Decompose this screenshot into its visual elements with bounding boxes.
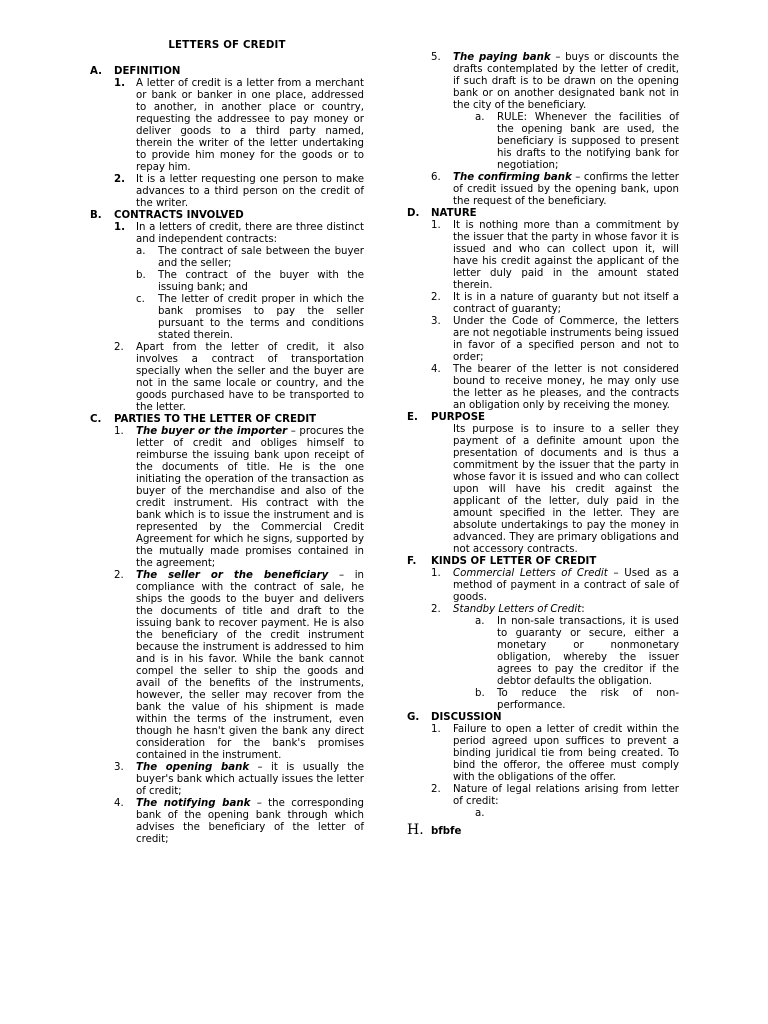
sub-item bbox=[453, 616, 679, 688]
section-paragraph: Its purpose is to insure to a seller they payment of a definite amount upon the presentation of documents and is thus a commitment by the issuer that the party in whose favor it is issued and who can collect upon will have his credit against the applicant of the letter, duly paid in the amount specified in the letter. They are absolute undertakings to pay the money in advanced. They are primary obligations and not accessory contracts. bbox=[453, 424, 679, 555]
item-text: It is a letter requesting one person to make advances to a third person on the credit of the writer. bbox=[136, 174, 364, 209]
section-heading bbox=[407, 712, 679, 724]
list-item bbox=[114, 342, 364, 414]
section-title: CONTRACTS INVOLVED bbox=[114, 210, 244, 221]
section-title: PARTIES TO THE LETTER OF CREDIT bbox=[114, 414, 317, 425]
item-number: 1. bbox=[114, 426, 124, 437]
sub-item bbox=[453, 688, 679, 712]
item-number: 2. bbox=[431, 604, 441, 615]
sub-text: In non-sale transactions, it is used to guaranty or secure, either a monetary or nonmonetary obligation, whereby the issuer agrees to pay the creditor if the debtor defaults the obligation. bbox=[497, 616, 679, 687]
section-letter: F. bbox=[407, 556, 417, 567]
sub-letter: b. bbox=[136, 270, 146, 281]
list-item bbox=[431, 724, 679, 784]
section-nature bbox=[407, 208, 679, 412]
item-text: – buys or discounts the drafts contemplated by the letter of credit, if such draft is to be drawn on the opening bank or on another designated bank not in the city of the beneficiary. bbox=[453, 52, 680, 111]
sub-item bbox=[453, 112, 679, 172]
item-number: 2. bbox=[431, 292, 441, 303]
list-item bbox=[431, 784, 679, 820]
list-item bbox=[114, 78, 364, 174]
item-number: 4. bbox=[114, 798, 124, 809]
section-kinds bbox=[407, 556, 679, 712]
section-letter: E. bbox=[407, 412, 418, 423]
item-number: 5. bbox=[431, 52, 441, 63]
item-term: The buyer or the importer bbox=[136, 426, 288, 437]
item-term: The opening bank bbox=[136, 762, 250, 773]
list-item bbox=[431, 292, 679, 316]
sub-letter: a. bbox=[475, 808, 485, 819]
item-term: The paying bank bbox=[453, 52, 551, 63]
sub-letter: b. bbox=[475, 688, 485, 699]
sub-item bbox=[136, 294, 364, 342]
section-discussion bbox=[407, 712, 679, 820]
section-title: KINDS OF LETTER OF CREDIT bbox=[431, 556, 597, 567]
section-letter: A. bbox=[90, 66, 102, 77]
section-heading bbox=[407, 208, 679, 220]
sub-text: The letter of credit proper in which the bank promises to pay the seller pursuant to the terms and conditions stated therein. bbox=[158, 294, 364, 341]
section-title: bfbfe bbox=[431, 826, 462, 837]
item-text: Under the Code of Commerce, the letters are not negotiable instruments being issued in favor of a specified person and not to order; bbox=[453, 316, 679, 363]
item-text: Failure to open a letter of credit within the period agreed upon suffices to prevent a binding juridical tie from being created. To bind the offeror, the offeree must comply with the obligations of the offer. bbox=[453, 724, 679, 783]
item-text: Apart from the letter of credit, it also involves a contract of transportation specially when the seller and the buyer are not in the same locale or country, and the goods purchased have to be transported to the letter. bbox=[136, 342, 364, 413]
item-text: The bearer of the letter is not considered bound to receive money, he may only use the letter as he pleases, and the contracts an obligation only by receiving the money. bbox=[453, 364, 679, 411]
item-text: – confirms the letter of credit issued by the opening bank, upon the request of the beneficiary. bbox=[453, 172, 679, 207]
section-heading bbox=[90, 66, 364, 78]
list-item bbox=[431, 172, 679, 208]
item-number: 2. bbox=[114, 342, 124, 353]
item-text: – it is usually the buyer's bank which actually issues the letter of credit; bbox=[136, 762, 364, 797]
item-term: The confirming bank bbox=[453, 172, 572, 183]
list-item bbox=[431, 220, 679, 292]
item-term: Commercial Letters of Credit bbox=[453, 568, 608, 579]
item-number: 1. bbox=[114, 78, 125, 89]
list-item bbox=[431, 364, 679, 412]
sub-letter: a. bbox=[136, 246, 146, 257]
item-text: It is nothing more than a commitment by the issuer that the party in whose favor it is issued and who can collect upon it, will have his credit against the applicant of the letter duly paid in the amount stated therein. bbox=[453, 220, 679, 291]
list-item bbox=[431, 568, 679, 604]
sub-text: To reduce the risk of non-performance. bbox=[497, 688, 679, 711]
list-item bbox=[114, 798, 364, 846]
sub-text: The contract of the buyer with the issuing bank; and bbox=[158, 270, 364, 293]
list-item bbox=[114, 762, 364, 798]
list-item bbox=[114, 174, 364, 210]
item-number: 1. bbox=[114, 222, 125, 233]
item-number: 4. bbox=[431, 364, 441, 375]
sub-text: The contract of sale between the buyer and the seller; bbox=[158, 246, 364, 269]
list-item bbox=[114, 426, 364, 570]
section-title: PURPOSE bbox=[431, 412, 486, 423]
sub-item bbox=[136, 246, 364, 270]
item-text: It is in a nature of guaranty but not itself a contract of guaranty; bbox=[453, 292, 679, 315]
item-number: 3. bbox=[431, 316, 441, 327]
item-term: The notifying bank bbox=[136, 798, 251, 809]
section-letter: C. bbox=[90, 414, 102, 425]
item-text: – Used as a method of payment in a contract of sale of goods. bbox=[453, 568, 680, 603]
item-number: 1. bbox=[431, 220, 441, 231]
section-letter: D. bbox=[407, 208, 420, 219]
item-number: 2. bbox=[431, 784, 441, 795]
left-column bbox=[90, 40, 364, 846]
list-item bbox=[431, 316, 679, 364]
section-heading bbox=[407, 556, 679, 568]
section-parties bbox=[90, 414, 364, 846]
item-text: A letter of credit is a letter from a merchant or bank or banker in one place, addressed to another, in another place or country, requesting the addressee to pay money or deliver goods to a third party named, therein the writer of the letter undertaking to provide him money for the goods or to repay him. bbox=[136, 78, 364, 173]
list-item bbox=[114, 222, 364, 342]
section-letter: H. bbox=[407, 822, 424, 838]
item-number: 2. bbox=[114, 174, 125, 185]
list-item bbox=[114, 570, 364, 762]
sub-letter: a. bbox=[475, 616, 485, 627]
item-term: The seller or the beneficiary bbox=[136, 570, 329, 581]
sub-item bbox=[136, 270, 364, 294]
item-text: – procures the letter of credit and obliges himself to reimburse the issuing bank upon receipt of the documents of title. He is the one initiating the operation of the transaction as buyer of the merchandise and also of the credit instrument. His contract with the bank which is to issue the instrument and is represented by the Commercial Credit Agreement for which he signs, supported by the mutually made promises contained in the agreement; bbox=[136, 426, 365, 569]
right-column bbox=[407, 52, 679, 838]
item-text: – the corresponding bank of the opening bank through which advises the beneficiary of the letter of credit; bbox=[136, 798, 364, 845]
item-text: In a letters of credit, there are three distinct and independent contracts: bbox=[136, 222, 364, 245]
item-text: Nature of legal relations arising from letter of credit: bbox=[453, 784, 679, 807]
section-title: DEFINITION bbox=[114, 66, 181, 77]
item-number: 1. bbox=[431, 568, 441, 579]
document-title: LETTERS OF CREDIT bbox=[168, 40, 286, 51]
sub-text: RULE: Whenever the facilities of the opening bank are used, the beneficiary is supposed to present his drafts to the notifying bank for negotiation; bbox=[497, 112, 679, 171]
sub-letter: a. bbox=[475, 112, 485, 123]
section-letter: G. bbox=[407, 712, 420, 723]
section-title: DISCUSSION bbox=[431, 712, 502, 723]
sub-letter: c. bbox=[136, 294, 145, 305]
sub-item bbox=[453, 808, 679, 820]
section-purpose bbox=[407, 412, 679, 556]
item-text: : bbox=[581, 604, 585, 615]
section-letter: B. bbox=[90, 210, 102, 221]
section-definition bbox=[90, 66, 364, 210]
list-item bbox=[431, 52, 679, 172]
section-heading bbox=[407, 412, 679, 424]
item-number: 1. bbox=[431, 724, 441, 735]
section-heading bbox=[90, 414, 364, 426]
item-number: 3. bbox=[114, 762, 124, 773]
section-contracts-involved bbox=[90, 210, 364, 414]
item-text: – in compliance with the contract of sale, he ships the goods to the buyer and delivers the documents of title and draft to the issuing bank to recover payment. He is also the beneficiary of the credit instrument because the instrument is addressed to him and is in his favor. While the bank cannot compel the seller to ship the goods and avail of the benefits of the instruments, however, the seller may recover from the bank the value of his shipment is made within the terms of the instrument, even though he hasn't given the bank any direct consideration for the bank's promises contained in the instrument. bbox=[136, 570, 364, 761]
item-number: 2. bbox=[114, 570, 124, 581]
sub-text bbox=[497, 808, 679, 820]
item-number: 6. bbox=[431, 172, 441, 183]
section-h-heading bbox=[407, 824, 679, 838]
section-heading bbox=[90, 210, 364, 222]
list-item bbox=[431, 604, 679, 712]
section-title: NATURE bbox=[431, 208, 477, 219]
item-term: Standby Letters of Credit bbox=[453, 604, 582, 615]
